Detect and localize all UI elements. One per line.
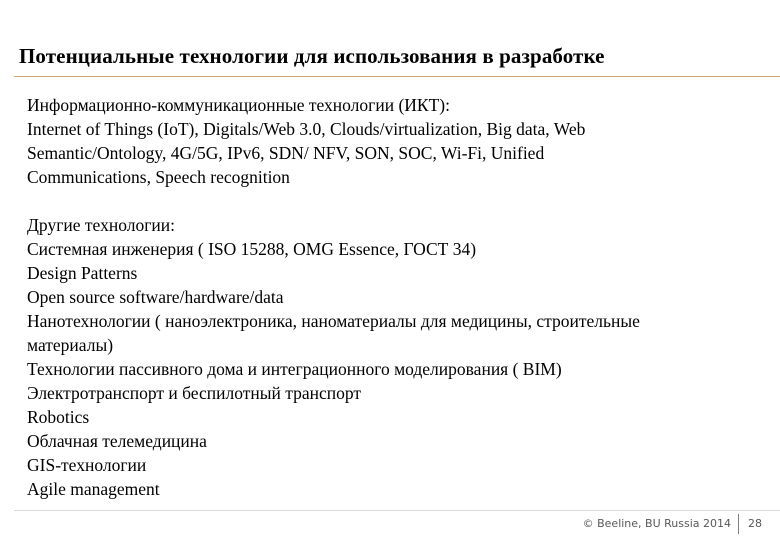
ict-block	[27, 93, 767, 189]
other-line: материалы)	[27, 335, 114, 355]
footer-copyright: © Beeline, BU Russia 2014	[582, 517, 731, 530]
other-line: Системная инженерия ( ISO 15288, OMG Essence, ГОСТ 34)	[27, 239, 477, 259]
block-spacer	[27, 189, 767, 213]
other-line: Электротранспорт и беспилотный транспорт	[27, 383, 362, 403]
other-line: Agile management	[27, 479, 160, 499]
ict-line: Internet of Things (IoT), Digitals/Web 3.0, Clouds/virtualization, Big data, Web	[27, 119, 586, 139]
other-line: Нанотехнологии ( наноэлектроника, наноматериалы для медицины, строительные	[27, 311, 640, 331]
page-title: Потенциальные технологии для использования в разработке	[19, 44, 605, 68]
other-heading: Другие технологии:	[27, 215, 175, 235]
other-line: Open source software/hardware/data	[27, 287, 284, 307]
other-line: Robotics	[27, 407, 90, 427]
footer-separator	[738, 514, 739, 534]
other-line: Технологии пассивного дома и интеграционного моделирования ( BIM)	[27, 359, 562, 379]
other-line: GIS-технологии	[27, 455, 147, 475]
footer-divider	[14, 510, 780, 511]
ict-heading: Информационно-коммуникационные технологии (ИКТ):	[27, 95, 450, 115]
page-number: 28	[748, 517, 762, 530]
slide-content	[27, 93, 767, 501]
ict-line: Semantic/Ontology, 4G/5G, IPv6, SDN/ NFV, SON, SOC, Wi-Fi, Unified	[27, 143, 545, 163]
title-divider	[14, 76, 780, 77]
other-block	[27, 213, 767, 501]
ict-line: Communications, Speech recognition	[27, 167, 290, 187]
other-line: Design Patterns	[27, 263, 138, 283]
other-line: Облачная телемедицина	[27, 431, 207, 451]
